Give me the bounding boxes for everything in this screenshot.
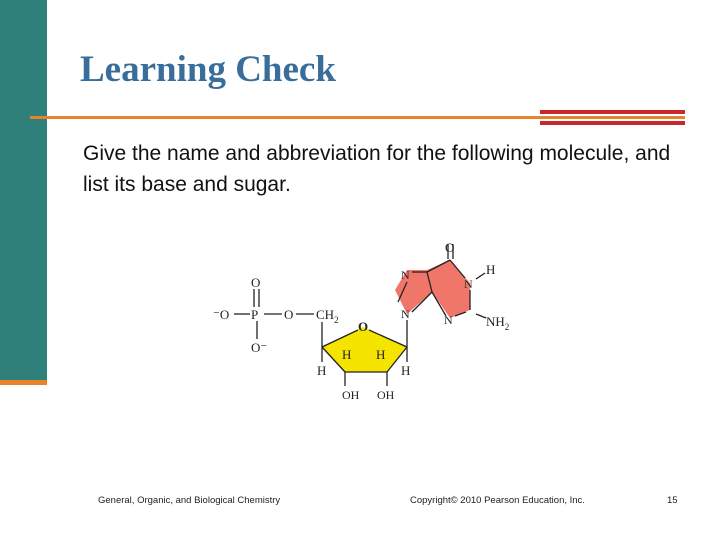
molecule-structure — [195, 232, 535, 412]
atom-oh-right: OH — [377, 388, 395, 402]
atom-ring-o: O — [358, 319, 369, 334]
atom-n3: N — [444, 313, 453, 327]
atom-phosphorus: P — [251, 307, 259, 322]
footer-course-title: General, Organic, and Biological Chemistry — [98, 495, 281, 506]
footer-copyright: Copyright© 2010 Pearson Education, Inc. — [410, 495, 585, 506]
atom-carbonyl-o: O — [445, 240, 455, 255]
atom-ch2: $CH_2$ — [316, 307, 339, 325]
side-bar-accent — [0, 380, 47, 385]
atom-o-bottom: O⁻ — [251, 340, 268, 355]
slide-title: Learning Check — [80, 49, 336, 90]
side-bar — [0, 0, 47, 380]
atom-nh2: $NH_2$ — [486, 314, 510, 332]
question-text: Give the name and abbreviation for the following molecule, and list its base and sugar. — [83, 142, 671, 196]
atom-o-top: O — [251, 275, 261, 290]
atom-o-minus-left: ⁻O — [213, 307, 230, 322]
footer-page-number: 15 — [667, 495, 678, 506]
atom-h-inner-right: H — [376, 347, 386, 362]
atom-o-bridge: O — [284, 307, 294, 322]
atom-n7: N — [401, 268, 410, 282]
atom-n1: N — [464, 277, 473, 291]
atom-oh-left: OH — [342, 388, 360, 402]
atom-n9: N — [401, 307, 410, 321]
atom-h-outer-right: H — [401, 363, 411, 378]
atom-h-outer-left: H — [317, 363, 327, 378]
atom-n1-h: H — [486, 262, 496, 277]
atom-h-inner-left: H — [342, 347, 352, 362]
title-rule-accent-block — [540, 110, 685, 126]
